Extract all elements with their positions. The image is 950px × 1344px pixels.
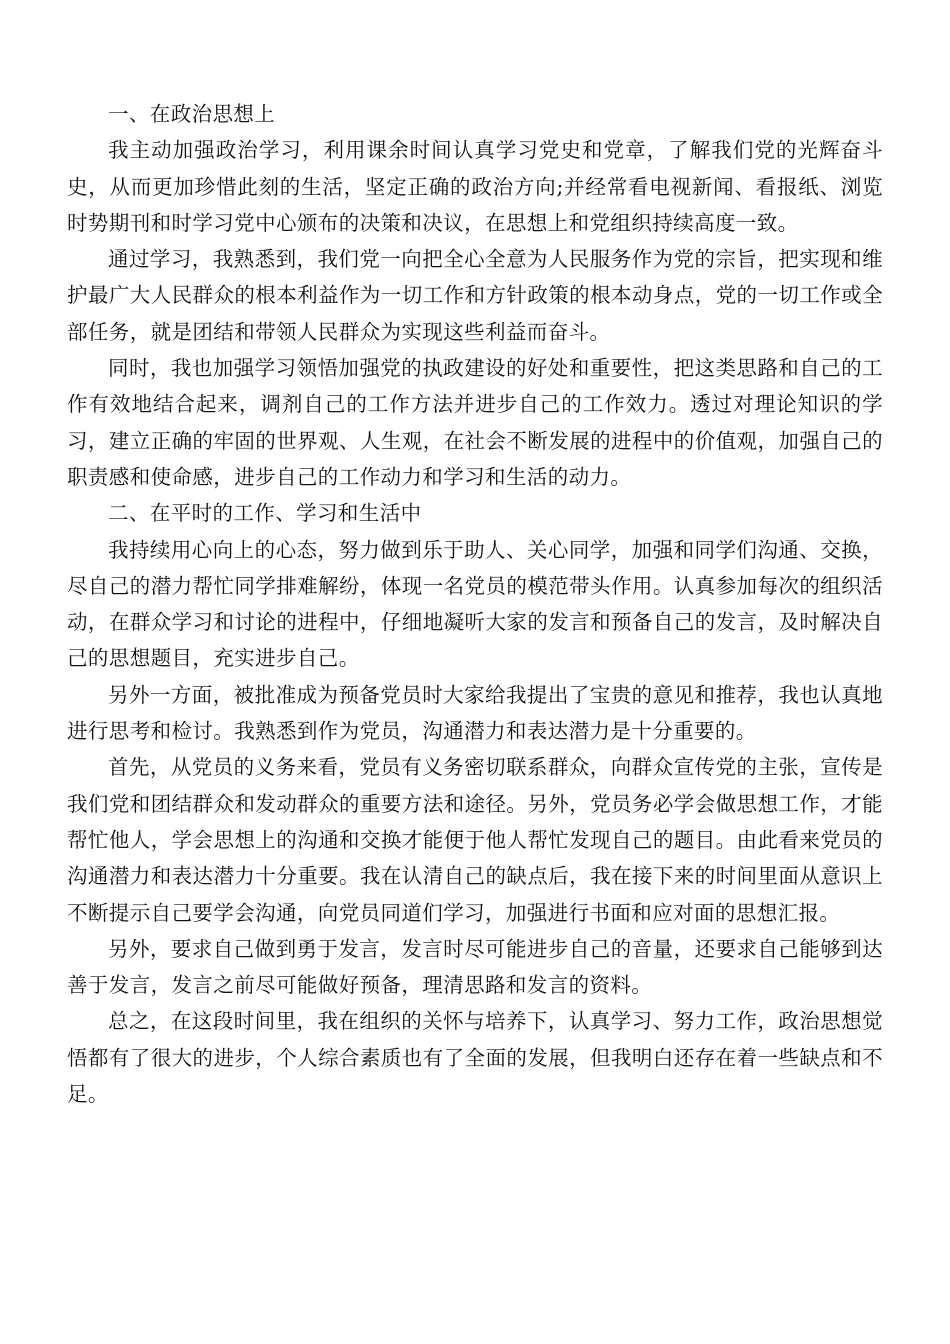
paragraph-party-building: 同时，我也加强学习领悟加强党的执政建设的好处和重要性，把这类思路和自己的工作有效地结合起来，调剂自己的工作方法并进步自己的工作效力。透过对理论知识的学习，建立正确的牢固的世界观、人生观，在社会不断发展的进程中的价值观，加强自己的职责感和使命感，进步自己的工作动力和学习和生活的动力。 <box>67 356 883 489</box>
paragraph-feedback: 另外一方面，被批准成为预备党员时大家给我提出了宝贵的意见和推荐，我也认真地进行思考和检讨。我熟悉到作为党员，沟通潜力和表达潜力是十分重要的。 <box>67 682 883 744</box>
paragraph-helping-classmates: 我持续用心向上的心态，努力做到乐于助人、关心同学，加强和同学们沟通、交换，尽自己的潜力帮忙同学排难解纷，体现一名党员的模范带头作用。认真参加每次的组织活动，在群众学习和讨论的进程中，仔细地凝听大家的发言和预备自己的发言，及时解决自己的思想题目，充实进步自己。 <box>67 537 883 671</box>
paragraph-speaking: 另外，要求自己做到勇于发言，发言时尽可能进步自己的音量，还要求自己能够到达善于发言，发言之前尽可能做好预备，理清思路和发言的资料。 <box>67 936 883 998</box>
section-heading-political-thought: 一、在政治思想上 <box>108 102 276 126</box>
document-page <box>67 96 883 1112</box>
paragraph-political-study: 我主动加强政治学习，利用课余时间认真学习党史和党章，了解我们党的光辉奋斗史，从而更加珍惜此刻的生活，坚定正确的政治方向;并经常看电视新闻、看报纸、浏览时势期刊和时学习党中心颁布的决策和决议，在思想上和党组织持续高度一致。 <box>67 138 883 235</box>
paragraph-conclusion: 总之，在这段时间里，我在组织的关怀与培养下，认真学习、努力工作，政治思想觉悟都有了很大的进步，个人综合素质也有了全面的发展，但我明白还存在着一些缺点和不足。 <box>67 1009 883 1107</box>
paragraph-communication: 首先，从党员的义务来看，党员有义务密切联系群众，向群众宣传党的主张，宣传是我们党和团结群众和发动群众的重要方法和途径。另外，党员务必学会做思想工作，才能帮忙他人，学会思想上的沟通和交换才能便于他人帮忙发现自己的题目。由此看来党员的沟通潜力和表达潜力十分重要。我在认清自己的缺点后，我在接下来的时间里面从意识上不断提示自己要学会沟通，向党员同道们学习，加强进行书面和应对面的思想汇报。 <box>67 755 883 925</box>
paragraph-party-purpose: 通过学习，我熟悉到，我们党一向把全心全意为人民服务作为党的宗旨，把实现和维护最广大人民群众的根本利益作为一切工作和方针政策的根本动身点，党的一切工作或全部任务，就是团结和带领人民群众为实现这些利益而奋斗。 <box>67 247 883 344</box>
section-heading-daily-life: 二、在平时的工作、学习和生活中 <box>108 501 422 526</box>
